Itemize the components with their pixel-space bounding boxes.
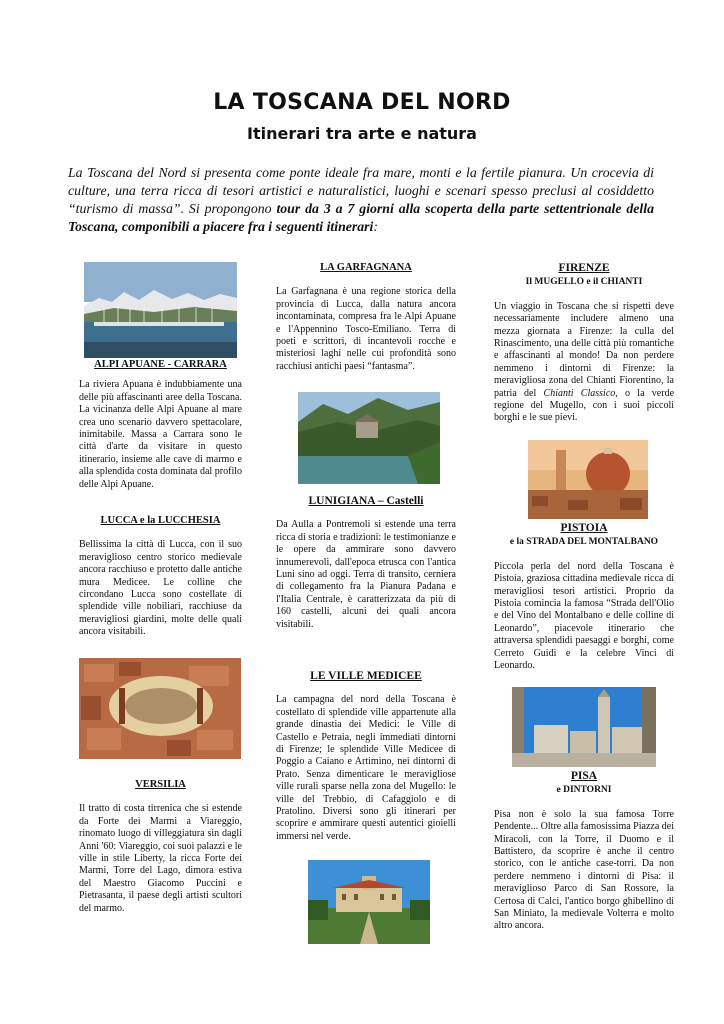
firenze-text-italic: Chianti Classico <box>543 387 616 399</box>
photo-garfagnana <box>298 392 440 484</box>
section-subtitle: e la STRADA DEL MONTALBANO <box>509 537 659 548</box>
page-subtitle: Itinerari tra arte e natura <box>247 124 477 143</box>
section-lucca <box>79 515 242 639</box>
intro-paragraph <box>68 164 654 236</box>
section-text: Bellissima la città di Lucca, con il suo meraviglioso centro storico medievale ancora racchiuso e protetto dalle antiche mura Medicee. Le colline che circondano Lucca sono costellate di splendide ville nobiliari, racchiuse da meravigliosi giardini, molte delle quali ancora visitabili. <box>79 539 242 638</box>
section-text: La campagna del nord della Toscana è costellato di splendide ville appartenute alla grande dinastia dei Medici: le Ville di Castello e Petraia, negli immediati dintorni di Firenze; le splendide Ville Medicee di Poggio a Caiano e Artimino, nei dintorni di Prato. Senza dimenticare le meravigliose ville rurali sparse nella zona del Mugello: le ville del Trebbio, di Cafaggiolo e di Pratolino. Diversi sono gli itinerari per scoprire e ammirare questi autentici gioielli immersi nel verde. <box>276 694 456 842</box>
section-title: ALPI APUANE - CARRARA <box>94 359 227 370</box>
photo-pistoia <box>512 687 656 767</box>
section-title: PISTOIA <box>560 522 608 534</box>
section-title: LUNIGIANA – Castelli <box>308 495 424 507</box>
section-lunigiana <box>276 495 456 631</box>
section-title: FIRENZE <box>558 262 610 274</box>
section-pisa <box>494 770 674 933</box>
section-text: Pisa non è solo la sua famosa Torre Pendente... Oltre alla famosissima Piazza dei Miracoli, con la Torre, il Duomo e il Battistero, da scoprire è anche il centro storico, con le antiche case-torri. Da non perdere nemmeno i dintorni di Pisa: il meraviglioso Parco di San Rossore, la Certosa di Calci, l'antico borgo ghibellino di San Miniato, la medievale Volterra e molto altro ancora. <box>494 808 674 932</box>
firenze-text-part1: Un viaggio in Toscana che si rispetti deve necessariamente includere almeno una mezza giornata a Firenze: la culla del Rinascimento, una delle città più romantiche e affascinanti al mondo! Da non perdere nemmeno i dintorni di Firenze: la meravigliosa zona del Chianti Fiorentino, la patria del <box>494 300 674 399</box>
section-text: Da Aulla a Pontremoli si estende una terra ricca di storia e tradizioni: le testimonianze e le opere da ammirare sono davvero innumerevoli, dall'epoca etrusca con l'antica Luni sino ad oggi. Terra di transito, cerniera di collegamento fra la Pianura Padana e l'Italia Centrale, è caratterizzata da più di 160 castelli, alcuni dei quali ancora visitabili. <box>276 519 456 630</box>
section-alpi-apuane <box>79 359 242 491</box>
photo-ville-medicee <box>308 860 430 944</box>
intro-bold-text: tour da 3 a 7 giorni alla scoperta della parte settentrionale della Toscana, componibili a piacere fra i seguenti itinerari <box>68 201 654 234</box>
section-text: La Garfagnana è una regione storica della provincia di Lucca, dalla natura ancora incontaminata, compresa fra le Alpi Apuane e l'Appennino Tosco-Emiliano. Terra di poeti e scrittori, di incantevoli rocche e misteriosi laghi nelle cui profondità sono racchiusi antichi paesi “fantasma”. <box>276 286 456 372</box>
photo-lucca <box>79 658 241 759</box>
section-subtitle: Il MUGELLO e il CHIANTI <box>525 277 643 288</box>
section-firenze <box>494 262 674 425</box>
section-text <box>494 301 674 425</box>
section-text: Piccola perla del nord della Toscana è Pistoia, graziosa cittadina medievale ricca di meravigliosi tesori artistici. Proprio da Pistoia comincia la famosa “Strada dell'Olio e del Vino del Montalbano e delle colline di Leonardo”, piacevole itinerario che attraversa splendidi paesaggi e borghi, come Cerreto Guidi e la celebre Vinci di Leonardo. <box>494 560 674 672</box>
section-garfagnana <box>276 262 456 373</box>
section-title: LA GARFAGNANA <box>320 262 412 273</box>
firenze-text-part2: , o la verde regione del Mugello, con i suoi piccoli borghi e le sue pievi. <box>494 387 675 424</box>
section-subtitle: e DINTORNI <box>556 785 612 796</box>
section-title: LE VILLE MEDICEE <box>310 670 422 682</box>
section-title: PISA <box>570 770 598 782</box>
section-text: La riviera Apuana è indubbiamente una delle più affascinanti aree della Toscana. La vicinanza delle Alpi Apuane al mare crea uno scenario davvero spettacolare, inimitabile. Massa a Carrara sono le città d'arte da visitare in questo itinerario, insieme alle cave di marmo e alla splendida costa dominata dal profilo delle Alpi Apuane. <box>79 379 242 490</box>
section-title: VERSILIA <box>135 779 186 790</box>
section-versilia <box>79 779 242 915</box>
photo-alpi-apuane <box>84 262 237 358</box>
section-ville-medicee <box>276 670 456 843</box>
photo-firenze <box>528 440 648 519</box>
section-text: Il tratto di costa tirrenica che si estende da Forte dei Marmi a Viareggio, rinomato luogo di villeggiatura sin dagli Anni '60: Viareggio, coi suoi palazzi e le ville in stile Liberty, la ricca Forte dei Marmi, Torre del Lago, dimora estiva del Maestro Giacomo Puccini e Pietrasanta, il paese degli artisti scultori del marmo. <box>79 803 242 914</box>
section-title: LUCCA e la LUCCHESIA <box>100 515 221 526</box>
intro-end: : <box>373 219 378 234</box>
section-pistoia <box>494 522 674 672</box>
page-title: LA TOSCANA DEL NORD <box>213 90 511 115</box>
intro-text: La Toscana del Nord si presenta come ponte ideale fra mare, monti e la fertile pianura. Un crocevia di culture, una terra ricca di tesori artistici e naturalistici, luoghi e scenari spesso preclusi al cosiddetto “turismo di massa”. Si propongono <box>68 165 654 216</box>
